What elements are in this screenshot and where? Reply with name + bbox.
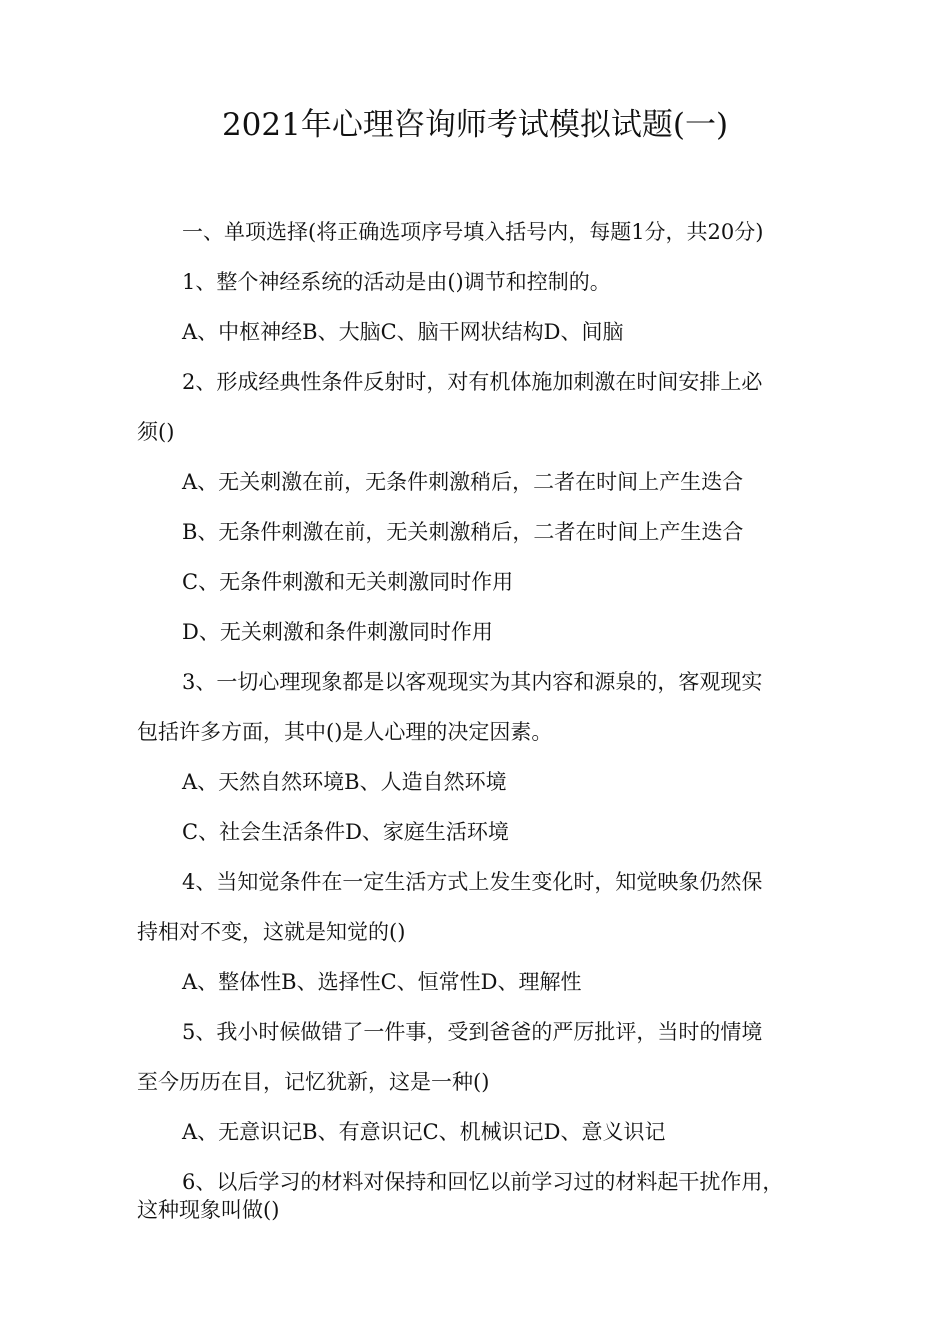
question-2-option-d: D、无关刺激和条件刺激同时作用 <box>182 620 493 644</box>
question-5: 5、我小时候做错了一件事，受到爸爸的严厉批评，当时的情境 <box>182 1020 763 1044</box>
question-1-options: A、中枢神经B、大脑C、脑干网状结构D、间脑 <box>182 320 624 344</box>
question-2-option-a: A、无关刺激在前，无条件刺激稍后，二者在时间上产生迭合 <box>182 470 744 494</box>
question-2-option-b: B、无条件刺激在前，无关刺激稍后，二者在时间上产生迭合 <box>182 520 744 544</box>
question-5-continuation: 至今历历在目，记忆犹新，这是一种() <box>137 1070 490 1094</box>
question-3-continuation: 包括许多方面，其中()是人心理的决定因素。 <box>137 720 553 744</box>
question-2: 2、形成经典性条件反射时，对有机体施加刺激在时间安排上必 <box>182 370 763 394</box>
question-3: 3、一切心理现象都是以客观现实为其内容和源泉的，客观现实 <box>182 670 763 694</box>
document-title: 2021年心理咨询师考试模拟试题(一) <box>221 107 729 143</box>
question-2-option-c: C、无条件刺激和无关刺激同时作用 <box>182 570 514 594</box>
question-6: 6、以后学习的材料对保持和回忆以前学习过的材料起干扰作用， <box>182 1170 784 1194</box>
question-2-continuation: 须() <box>137 420 175 444</box>
document-body <box>137 207 817 1225</box>
question-5-options: A、无意识记B、有意识记C、机械识记D、意义识记 <box>182 1120 666 1144</box>
question-4: 4、当知觉条件在一定生活方式上发生变化时，知觉映象仍然保 <box>182 870 763 894</box>
question-4-continuation: 持相对不变，这就是知觉的() <box>137 920 406 944</box>
question-4-options: A、整体性B、选择性C、恒常性D、理解性 <box>182 970 582 994</box>
question-3-options-ab: A、天然自然环境B、人造自然环境 <box>182 770 507 794</box>
question-6-continuation: 这种现象叫做() <box>137 1198 280 1222</box>
question-1: 1、整个神经系统的活动是由()调节和控制的。 <box>182 270 611 294</box>
section-heading: 一、单项选择(将正确选项序号填入括号内，每题1分，共20分) <box>182 220 764 244</box>
question-3-options-cd: C、社会生活条件D、家庭生活环境 <box>182 820 509 844</box>
